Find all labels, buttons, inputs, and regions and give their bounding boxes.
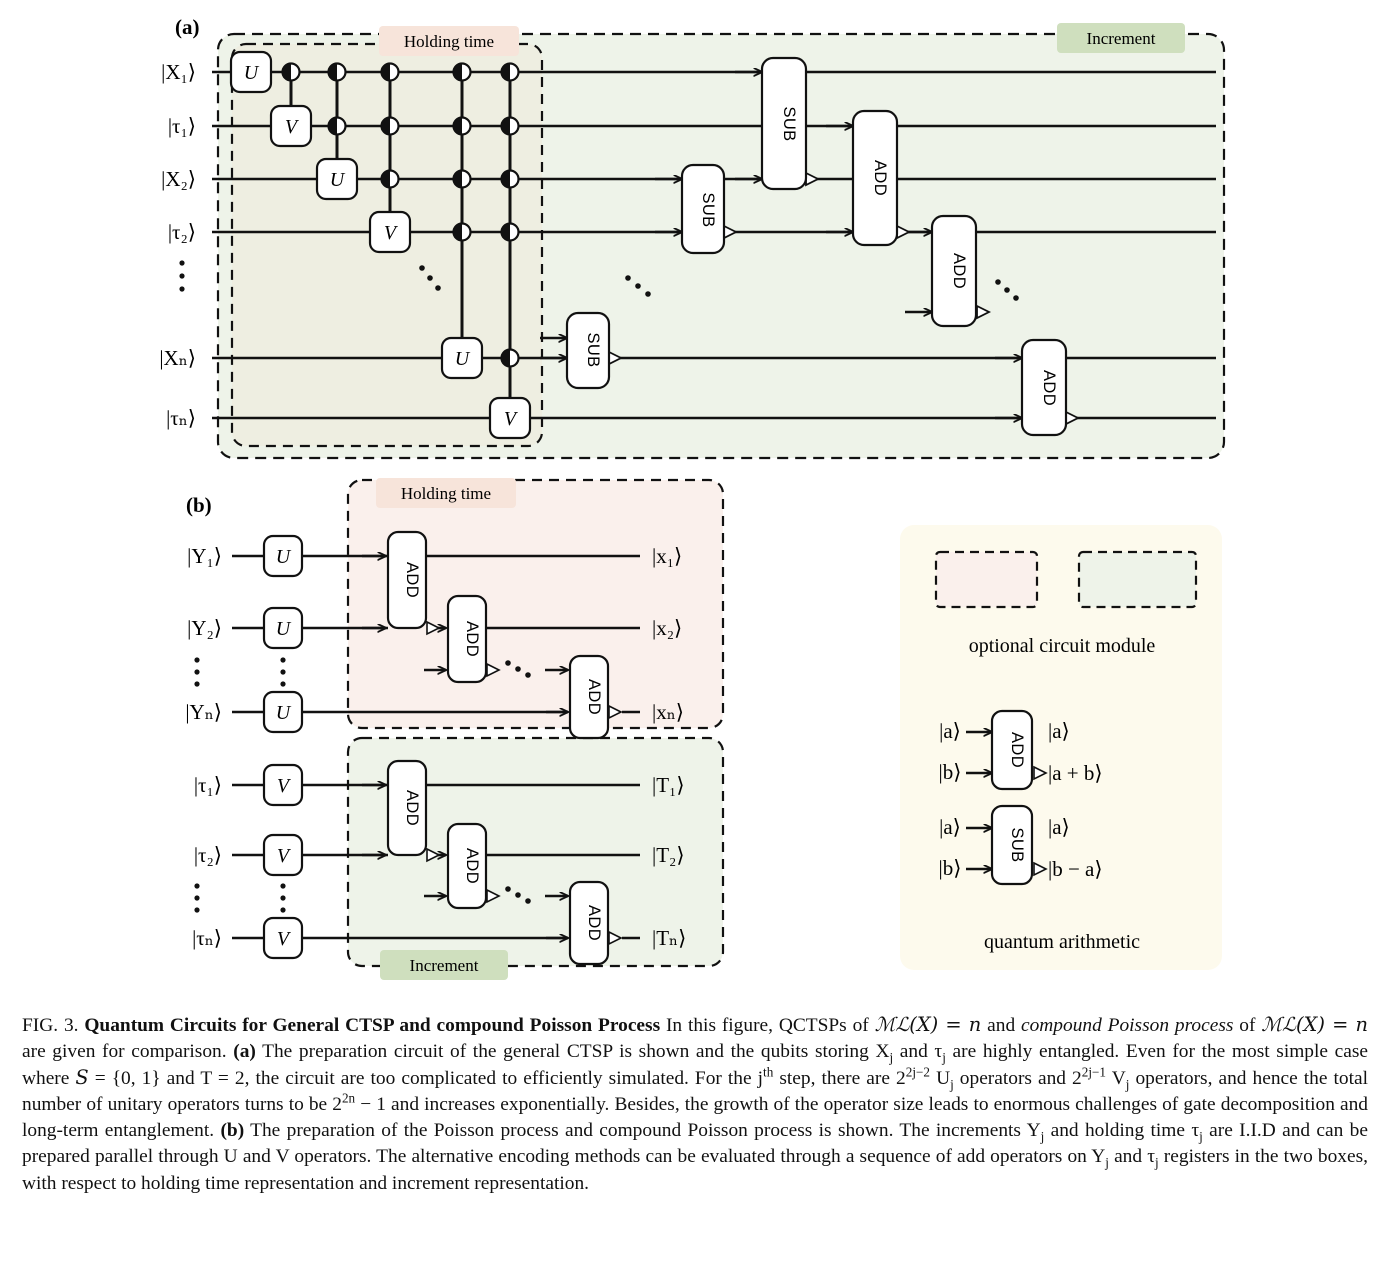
caption-body-9: U: [930, 1067, 951, 1089]
panel-b-tag: (b): [186, 493, 212, 517]
svg-text:SUB: SUB: [584, 332, 602, 368]
panel-b-gate-V-2[interactable]: [264, 835, 302, 875]
panel-b-gate-V-n[interactable]: [264, 918, 302, 958]
panel-b-bottom-input-vdots: [194, 883, 199, 912]
svg-text:V: V: [503, 408, 517, 430]
panel-b-output-T1: |T₁⟩: [652, 773, 685, 797]
arith-gate-sub-2[interactable]: [682, 165, 724, 253]
caption-sub-j4: j: [1125, 1076, 1130, 1092]
panel-b-holding-badge: [376, 478, 516, 508]
caption-sup-3: 2n: [341, 1090, 356, 1106]
panel-a-tag: (a): [175, 15, 200, 39]
svg-text:V: V: [276, 928, 290, 950]
panel-a-increment-badge: [1057, 23, 1185, 53]
legend-sub-in-bottom: |b⟩: [938, 856, 962, 880]
legend-add-gate-label: ADD: [1008, 731, 1026, 769]
svg-text:U: U: [275, 618, 291, 640]
svg-text:ADD: ADD: [871, 159, 889, 197]
panel-b-top-gate-vdots: [280, 657, 285, 686]
caption-body-4: are given for comparison.: [22, 1041, 234, 1063]
panel-b-gate-U-1[interactable]: [264, 536, 302, 576]
svg-text:ADD: ADD: [1040, 369, 1058, 407]
caption-body-14: The preparation of the Poisson process and compound Poisson process is shown. The increments Y: [244, 1120, 1041, 1142]
gate-U-1[interactable]: [231, 52, 271, 92]
caption-sub-j8: j: [1155, 1155, 1159, 1171]
svg-text:ADD: ADD: [585, 678, 603, 716]
legend-panel: [900, 525, 1222, 970]
svg-text:U: U: [454, 348, 470, 370]
panel-a-holding-badge: [379, 26, 519, 56]
panel-b: [185, 478, 723, 980]
panel-b-input-Y2: |Y₂⟩: [187, 616, 222, 640]
caption-body-16: are I.I.D and can be prepared parallel through U and V operators. The alternative encoding methods can be evaluated through a sequence of add operators on Y: [22, 1120, 1368, 1168]
svg-text:SUB: SUB: [780, 106, 798, 142]
panel-b-input-Y1: |Y₁⟩: [187, 544, 222, 568]
figure-caption: [22, 1012, 1368, 1197]
caption-body-7: are highly entangled. Even for the most simple case where 𝑆 = {0, 1} and T = 2, the circuit are too complicated to efficiently simulated. For the j: [22, 1041, 1368, 1089]
svg-text:Holding time: Holding time: [400, 484, 492, 503]
gate-V-2[interactable]: [370, 212, 410, 252]
caption-sub-j5: j: [1040, 1129, 1045, 1144]
svg-text:ADD: ADD: [403, 561, 421, 599]
caption-sub-j1: j: [889, 1050, 894, 1066]
arith-gate-add-2[interactable]: [932, 216, 976, 326]
caption-body-10: operators and 2: [953, 1067, 1082, 1089]
panel-b-gate-U-2[interactable]: [264, 608, 302, 648]
wire-label-taun: |τₙ⟩: [166, 406, 196, 430]
svg-text:V: V: [284, 116, 298, 138]
legend-quantum-arithmetic-caption: quantum arithmetic: [983, 931, 1141, 953]
panel-b-add-Tn[interactable]: [570, 882, 608, 964]
legend-add-in-top: |a⟩: [939, 719, 961, 743]
wire-label-tau1: |τ₁⟩: [167, 114, 196, 138]
panel-b-increment-badge: [380, 950, 508, 980]
svg-text:Holding time: Holding time: [403, 32, 495, 51]
wire-label-X2: |X₂⟩: [161, 167, 196, 191]
panel-b-input-taun: |τₙ⟩: [192, 926, 222, 950]
legend-add-out-bottom: |a + b⟩: [1048, 761, 1103, 785]
caption-sup-1: 2j−2: [905, 1064, 931, 1080]
caption-sup-2: 2j−1: [1081, 1064, 1107, 1080]
svg-text:ADD: ADD: [463, 847, 481, 885]
panel-b-add-T1[interactable]: [388, 761, 426, 855]
legend-sub-out-bottom: |b − a⟩: [1048, 857, 1103, 881]
panel-b-input-tau1: |τ₁⟩: [193, 773, 222, 797]
caption-body-17: and τ: [1108, 1146, 1155, 1168]
panel-b-output-Tn: |Tₙ⟩: [652, 926, 687, 950]
caption-label-b: (b): [220, 1120, 245, 1142]
legend-add-in-bottom: |b⟩: [938, 760, 962, 784]
panel-b-bottom-gate-vdots: [280, 883, 285, 912]
panel-b-input-tau2: |τ₂⟩: [193, 843, 222, 867]
svg-text:ADD: ADD: [585, 904, 603, 942]
arith-gate-add-1[interactable]: [853, 111, 897, 245]
caption-body-5: The preparation circuit of the general CTSP is shown and the qubits storing X: [255, 1041, 890, 1063]
legend-holding-time-swatch: [936, 552, 1037, 607]
legend-optional-module-caption: optional circuit module: [968, 635, 1156, 657]
arith-gate-sub-1[interactable]: [762, 58, 806, 189]
panel-b-add-n[interactable]: [570, 656, 608, 738]
svg-text:ADD: ADD: [463, 620, 481, 658]
svg-text:SUB: SUB: [699, 192, 717, 228]
caption-body-3: of: [1233, 1015, 1262, 1036]
caption-sub-j6: j: [1199, 1129, 1203, 1144]
svg-text:Increment: Increment: [1086, 29, 1156, 48]
svg-text:U: U: [275, 702, 291, 724]
panel-b-add-T2[interactable]: [448, 824, 486, 908]
gate-V-n[interactable]: [490, 398, 530, 438]
caption-body-18: registers in the two boxes, with respect to holding time representation and increment representation.: [22, 1146, 1368, 1194]
panel-b-input-Yn: |Yₙ⟩: [185, 700, 222, 724]
caption-title: Quantum Circuits for General CTSP and compound Poisson Process: [84, 1015, 661, 1036]
caption-sub-j7: j: [1105, 1155, 1109, 1171]
svg-text:ADD: ADD: [403, 789, 421, 827]
caption-ml-2: ℳℒ(X) = n: [1261, 1013, 1368, 1036]
legend-add-out-top: |a⟩: [1048, 719, 1070, 743]
svg-text:Increment: Increment: [409, 956, 479, 975]
caption-sup-th: th: [763, 1064, 774, 1080]
svg-text:ADD: ADD: [950, 252, 968, 290]
caption-italic-1: compound Poisson process: [1021, 1015, 1234, 1036]
arith-gate-sub-n[interactable]: [567, 313, 609, 388]
panel-b-gate-V-1[interactable]: [264, 765, 302, 805]
panel-b-top-input-vdots: [194, 657, 199, 686]
legend-sub-gate-label: SUB: [1008, 827, 1026, 863]
svg-text:V: V: [276, 845, 290, 867]
panel-b-output-x1: |x₁⟩: [652, 544, 683, 568]
panel-b-gate-U-n[interactable]: [264, 692, 302, 732]
panel-a: [159, 15, 1224, 458]
caption-body-2: and: [981, 1015, 1021, 1036]
gate-U-n[interactable]: [442, 338, 482, 378]
legend-increment-swatch: [1079, 552, 1196, 607]
caption-body-8: step, there are 2: [773, 1067, 906, 1089]
svg-text:U: U: [329, 169, 345, 191]
arith-gate-add-n[interactable]: [1022, 340, 1066, 435]
caption-ml-1: ℳℒ(X) = n: [874, 1013, 982, 1036]
panel-b-add-1[interactable]: [388, 532, 426, 628]
svg-text:U: U: [275, 546, 291, 568]
caption-body-11: V: [1106, 1067, 1126, 1089]
panel-b-add-2[interactable]: [448, 596, 486, 682]
caption-body-12: operators, and hence the total number of unitary operators turns to be 2: [22, 1067, 1368, 1115]
wire-label-tau2: |τ₂⟩: [167, 220, 196, 244]
gate-V-1[interactable]: [271, 106, 311, 146]
wire-label-Xn: |Xₙ⟩: [159, 346, 196, 370]
panel-a-wire-vdots: [179, 260, 184, 291]
panel-b-output-xn: |xₙ⟩: [652, 700, 684, 724]
legend-sub-in-top: |a⟩: [939, 815, 961, 839]
caption-body-15: and holding time τ: [1044, 1120, 1200, 1142]
svg-text:V: V: [276, 775, 290, 797]
wire-label-X1: |X₁⟩: [161, 60, 196, 84]
panel-b-output-x2: |x₂⟩: [652, 616, 683, 640]
gate-U-2[interactable]: [317, 159, 357, 199]
svg-text:V: V: [383, 222, 397, 244]
panel-b-output-T2: |T₂⟩: [652, 843, 685, 867]
caption-body-6: and τ: [893, 1041, 943, 1063]
caption-body-13: − 1 and increases exponentially. Besides, the growth of the operator size leads to enormous challenges of gate decomposition and long-term entanglement.: [22, 1093, 1368, 1142]
caption-sub-j3: j: [950, 1076, 954, 1092]
svg-text:U: U: [243, 62, 259, 84]
caption-sub-j2: j: [942, 1050, 946, 1066]
caption-body-1: In this figure, QCTSPs of: [660, 1015, 875, 1036]
caption-fig-number: FIG. 3.: [22, 1015, 79, 1036]
caption-label-a: (a): [233, 1041, 256, 1063]
legend-sub-out-top: |a⟩: [1048, 815, 1070, 839]
